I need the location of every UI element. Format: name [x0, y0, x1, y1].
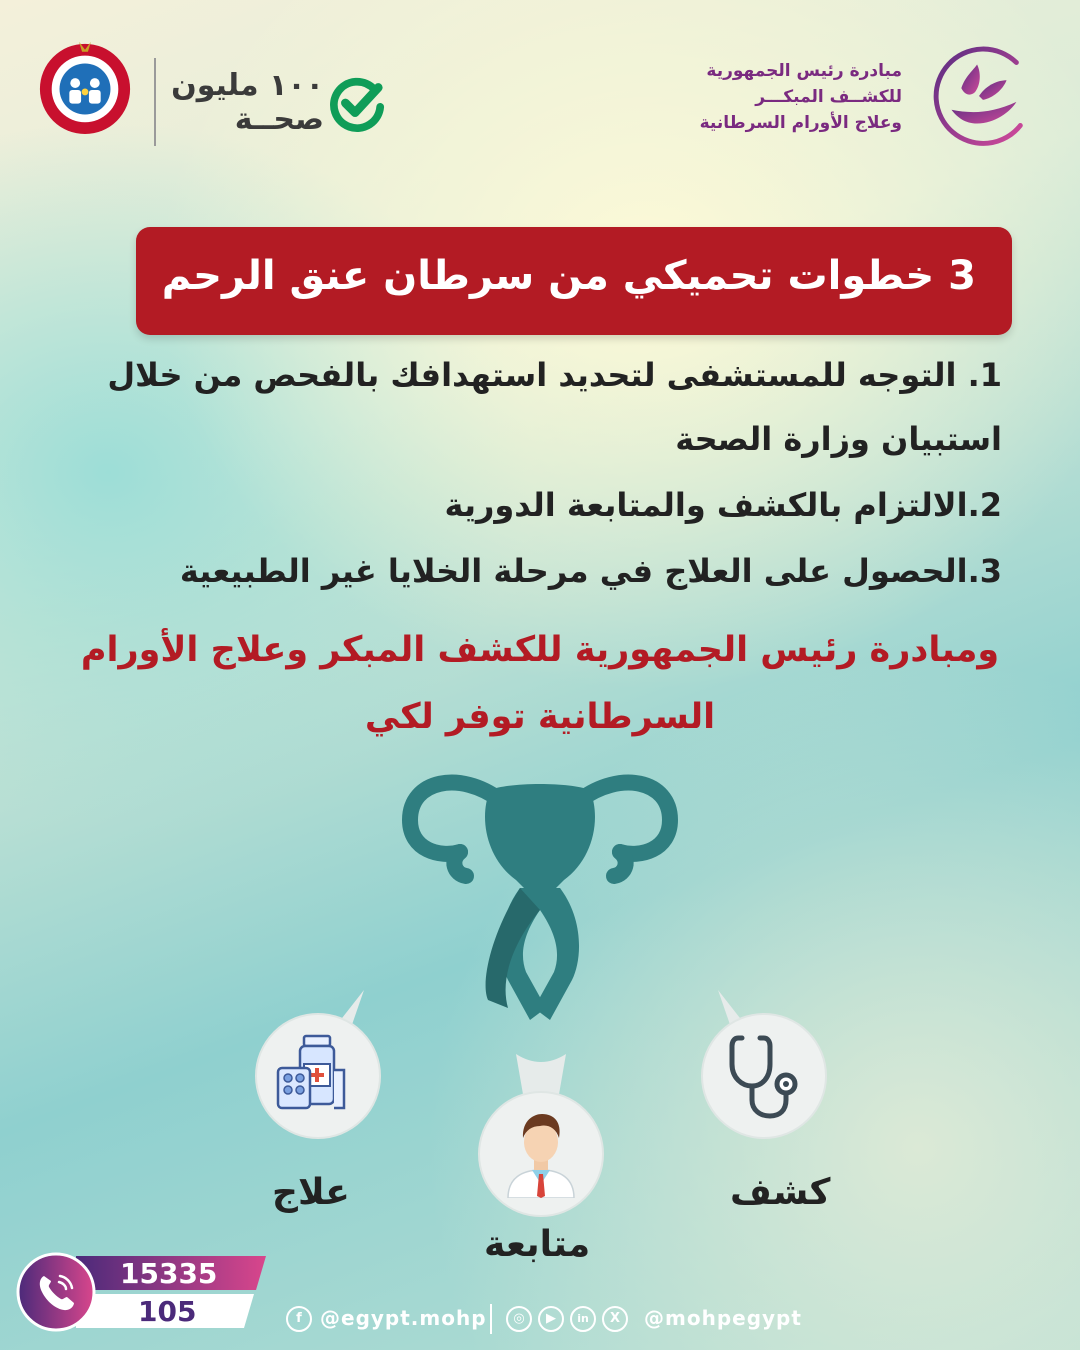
step-1-line2: استبيان وزارة الصحة: [675, 420, 1002, 458]
check-circle-icon: [328, 74, 386, 132]
initiative-logo-icon: [922, 40, 1040, 150]
uterus-ribbon-icon: [380, 760, 700, 1040]
medicine-icon: [274, 1030, 360, 1116]
step-2: 2.الالتزام بالكشف والمتابعة الدورية: [444, 486, 1002, 524]
page-title: 3 خطوات تحميكي من سرطان عنق الرحم: [161, 253, 976, 299]
ministry-of-health-logo: [36, 38, 134, 136]
initiative-statement-line1: ومبادرة رئيس الجمهورية للكشف المبكر وعلاج الأورام: [80, 630, 1000, 670]
detection-label: كشف: [730, 1172, 831, 1213]
initiative-name: [642, 58, 902, 136]
x-icon[interactable]: X: [602, 1306, 628, 1332]
header-divider: [154, 58, 156, 146]
100-million-health-logo: [171, 68, 386, 138]
step-1-line1: 1. التوجه للمستشفى لتحديد استهدافك بالفحص من خلال: [107, 356, 1002, 394]
instagram-icon[interactable]: ◎: [506, 1306, 532, 1332]
social-bar: [282, 1304, 822, 1334]
initiative-line2: للكشــف المبكـــر: [755, 87, 902, 107]
campaign-line1: ١٠٠ مليون: [171, 68, 324, 103]
stethoscope-icon: [724, 1030, 808, 1120]
step-3: 3.الحصول على العلاج في مرحلة الخلايا غير الطبيعية: [179, 552, 1002, 590]
treatment-label: علاج: [272, 1172, 350, 1213]
social-handle[interactable]: @mohpegypt: [644, 1306, 802, 1330]
hotline-badge: [16, 1252, 276, 1332]
doctor-icon: [500, 1108, 582, 1198]
title-banner: [136, 227, 1012, 335]
initiative-line1: مبادرة رئيس الجمهورية: [706, 61, 902, 81]
facebook-handle[interactable]: @egypt.mohp: [320, 1306, 487, 1330]
social-divider: [490, 1304, 492, 1334]
facebook-icon[interactable]: f: [286, 1306, 312, 1332]
phone-icon: [34, 1270, 78, 1314]
youtube-icon[interactable]: ▶: [538, 1306, 564, 1332]
followup-label: متابعة: [484, 1224, 591, 1265]
initiative-line3: وعلاج الأورام السرطانية: [699, 113, 902, 133]
initiative-statement-line2: السرطانية توفر لكي: [364, 697, 716, 737]
linkedin-icon[interactable]: in: [570, 1306, 596, 1332]
campaign-line2: صحــة: [234, 102, 324, 137]
hotline-number-2: 105: [138, 1295, 197, 1328]
hotline-number-1: 15335: [120, 1257, 218, 1290]
